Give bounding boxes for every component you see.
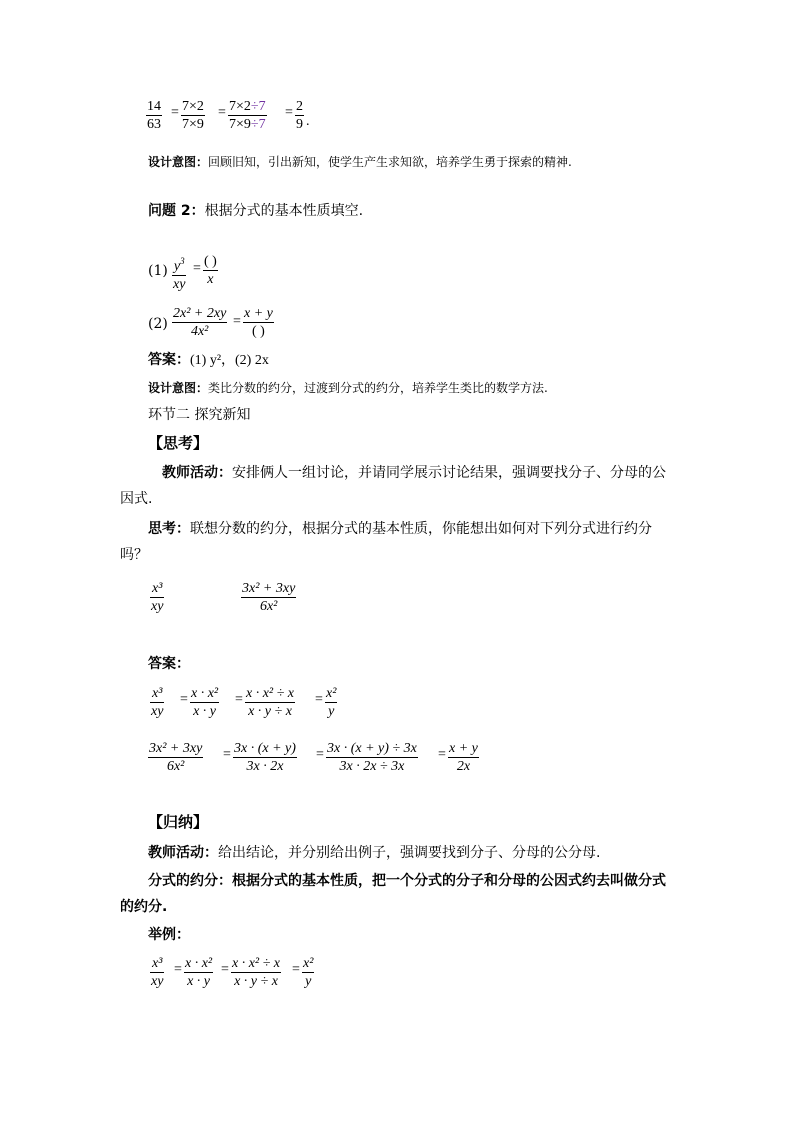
equals-sign: = [171,105,179,120]
teacher-activity-1-line2: 因式. [120,491,153,507]
item-1-index: (1) [148,263,168,279]
teacher-activity-1-line1: 教师活动：安排俩人一组讨论，并请同学展示讨论结果，强调要找分子、分母的公 [162,465,666,481]
equals-sign: = [438,747,446,762]
think-title: 【思考】 [148,434,209,452]
fraction-x-x2-x-y: x · x² x · y [191,686,219,719]
fraction-divided-by-3x: 3x · (x + y) ÷ 3x 3x · 2x ÷ 3x [327,741,417,774]
equals-sign: = [285,105,293,120]
fraction-divided-by-x: x · x² ÷ x x · y ÷ x [246,686,295,719]
fraction-x-plus-y-2x: x + y 2x [449,741,478,774]
fraction-x-x2-x-y: x · x² x · y [185,956,213,989]
equals-sign: = [235,692,243,707]
fraction-2x2-plus-2xy: 2x² + 2xy 4x² [173,306,227,339]
question-2: 问题 2：根据分式的基本性质填空. [148,203,364,219]
section-2-heading: 环节二 探究新知 [148,407,251,423]
fraction-7x2-7x9: 7×2 7×9 [182,99,204,132]
teacher-activity-2: 教师活动：给出结论，并分别给出例子，强调要找到分子、分母的公分母. [148,845,601,861]
design-intent-2: 设计意图：类比分数的约分，过渡到分式的约分，培养学生类比的数学方法. [148,381,548,395]
fraction-3x2-plus-3xy: 3x² + 3xy 6x² [149,741,203,774]
fraction-14-63: 14 63 [147,99,161,132]
fraction-2-9: 2 9 [296,99,303,132]
fraction-divided-by-7: 7×2÷7 7×9÷7 [229,99,266,132]
fraction-x2-y: x² y [326,686,337,719]
think-line1: 思考：联想分数的约分，根据分式的基本性质，你能想出如何对下列分式进行约分 [148,521,652,537]
fraction-factored: 3x · (x + y) 3x · 2x [234,741,296,774]
fraction-x-plus-y-blank: x + y ( ) [244,306,273,339]
fraction-x2-y: x² y [303,956,314,989]
equals-sign: = [180,692,188,707]
fraction-divided-by-x: x · x² ÷ x x · y ÷ x [232,956,281,989]
fraction-x3-xy: x³ xy [151,581,164,614]
equals-sign: = [315,692,323,707]
fraction-x3-xy: x³ xy [151,956,164,989]
item-2-index: (2) [148,316,168,332]
summary-title: 【归纳】 [148,813,209,831]
equals-sign: = [233,314,241,329]
example-label: 举例： [148,927,190,943]
definition-line1: 分式的约分：根据分式的基本性质，把一个分式的分子和分母的公因式约去叫做分式 [148,873,666,889]
equals-sign: = [292,962,300,977]
design-intent-1: 设计意图：回顾旧知，引出新知，使学生产生求知欲，培养学生勇于探索的精神. [148,155,572,169]
fraction-x3-xy: x³ xy [151,686,164,719]
fraction-3x2-plus-3xy: 3x² + 3xy 6x² [242,581,296,614]
equals-sign: = [223,747,231,762]
equals-sign: = [316,747,324,762]
definition-line2: 的约分. [120,899,168,915]
think-line2: 吗？ [120,547,148,563]
fraction-blank-x: ( ) x [204,254,217,287]
equals-sign: = [221,962,229,977]
period: . [306,114,310,129]
equals-sign: = [174,962,182,977]
answer-2-label: 答案： [148,656,190,672]
answer-1: 答案：(1) y²，(2) 2x [148,352,269,368]
equals-sign: = [218,105,226,120]
fraction-y3-xy: $y^3$ xy [173,256,186,292]
equals-sign: = [193,261,201,276]
